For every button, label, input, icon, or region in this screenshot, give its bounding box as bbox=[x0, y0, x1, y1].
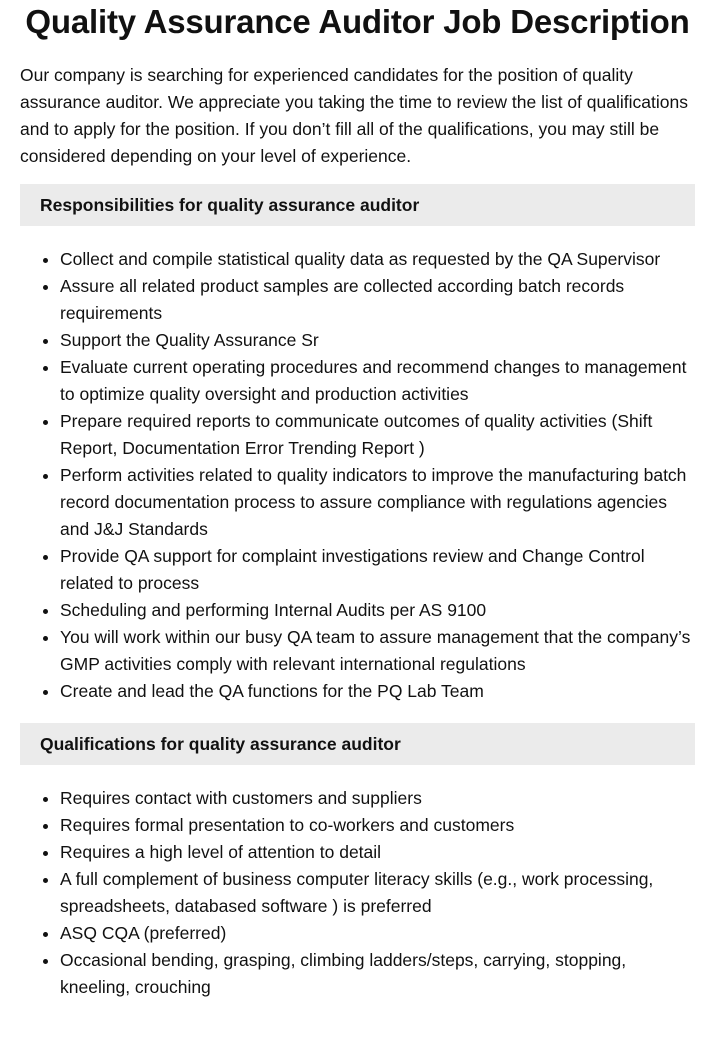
qualifications-list bbox=[20, 785, 695, 1001]
list-item: • Prepare required reports to communicate outcomes of quality activities (Shift Report, Documentation Error Trending Report ) bbox=[60, 408, 695, 462]
list-item: • A full complement of business computer literacy skills (e.g., work processing, spreadsheets, databased software ) is preferred bbox=[60, 866, 695, 920]
list-item: • Requires a high level of attention to detail bbox=[60, 839, 695, 866]
list-item: • Scheduling and performing Internal Audits per AS 9100 bbox=[60, 597, 695, 624]
qualifications-heading: Qualifications for quality assurance auditor bbox=[20, 723, 695, 765]
list-item: • Provide QA support for complaint investigations review and Change Control related to process bbox=[60, 543, 695, 597]
list-item: • Occasional bending, grasping, climbing ladders/steps, carrying, stopping, kneeling, crouching bbox=[60, 947, 695, 1001]
list-item: • Assure all related product samples are collected according batch records requirements bbox=[60, 273, 695, 327]
page-title: Quality Assurance Auditor Job Description bbox=[25, 3, 690, 40]
list-item: • Create and lead the QA functions for the PQ Lab Team bbox=[60, 678, 695, 705]
list-item: • Perform activities related to quality indicators to improve the manufacturing batch record documentation process to assure compliance with regulations agencies and J&J Standards bbox=[60, 462, 695, 543]
list-item: • Evaluate current operating procedures and recommend changes to management to optimize quality oversight and production activities bbox=[60, 354, 695, 408]
list-item: • ASQ CQA (preferred) bbox=[60, 920, 695, 947]
list-item: • Requires formal presentation to co-workers and customers bbox=[60, 812, 695, 839]
responsibilities-heading: Responsibilities for quality assurance auditor bbox=[20, 184, 695, 226]
list-item: • You will work within our busy QA team to assure management that the company’s GMP activities comply with relevant international regulations bbox=[60, 624, 695, 678]
responsibilities-list bbox=[20, 246, 695, 705]
list-item: • Collect and compile statistical quality data as requested by the QA Supervisor bbox=[60, 246, 695, 273]
list-item: • Requires contact with customers and suppliers bbox=[60, 785, 695, 812]
intro-paragraph: Our company is searching for experienced candidates for the position of quality assurance auditor. We appreciate you taking the time to review the list of qualifications and to apply for the position. If you don’t fill all of the qualifications, you may still be considered depending on your level of experience. bbox=[20, 65, 688, 166]
list-item: • Support the Quality Assurance Sr bbox=[60, 327, 695, 354]
